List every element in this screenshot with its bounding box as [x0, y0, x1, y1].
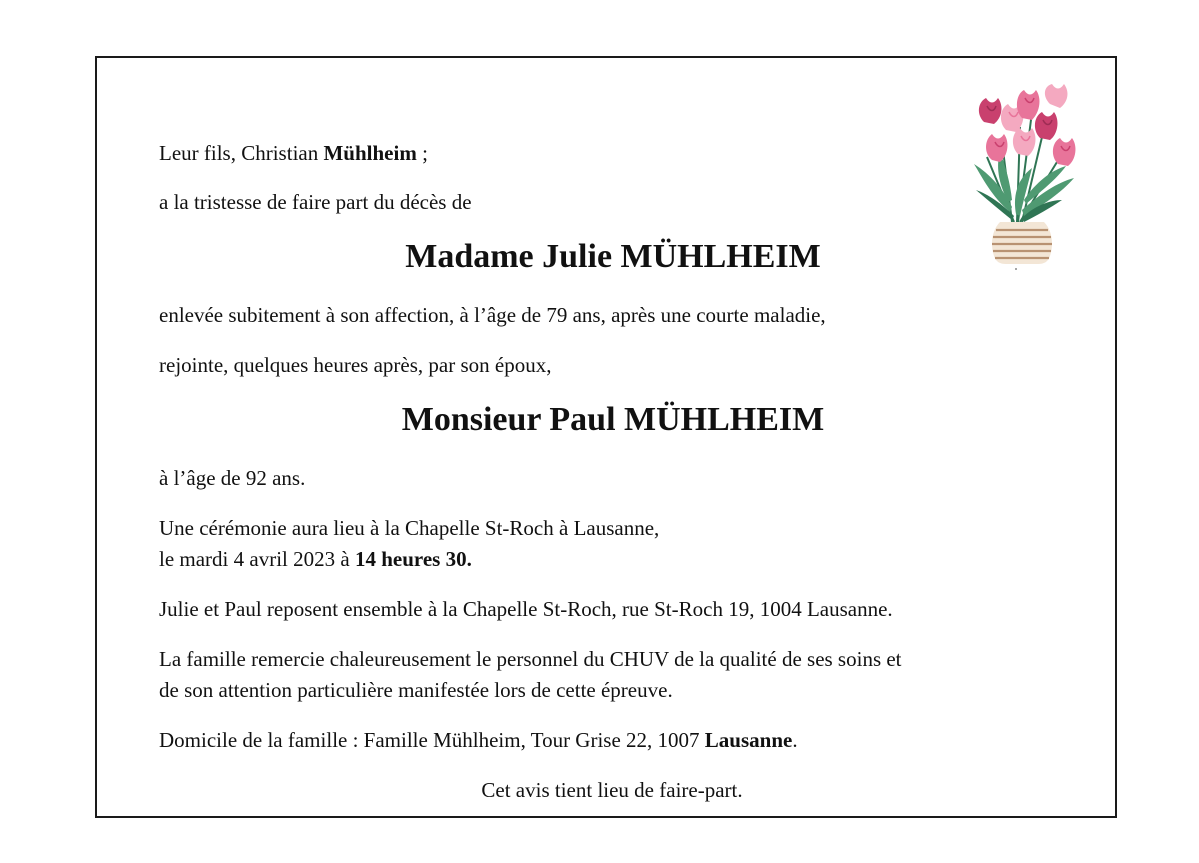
opening-text: Leur fils, Christian — [159, 141, 324, 165]
tulip-bouquet-icon — [962, 82, 1086, 272]
deceased-name-2: Monsieur Paul MÜHLHEIM — [401, 401, 825, 438]
ceremony-time: 14 heures 30. — [354, 547, 472, 571]
thanks-line-1: La famille remercie chaleureusement le personnel du CHUV de la qualité de ses soins et — [159, 647, 902, 671]
circumstance-line: enlevée subitement à son affection, à l’âge de 79 ans, après une courte maladie, — [159, 303, 826, 327]
opening-punctuation: ; — [416, 141, 428, 165]
announcement-line: a la tristesse de faire part du décès de — [159, 190, 472, 214]
domicile-address: Domicile de la famille : Famille Mühlheim, Tour Grise 22, 1007 — [159, 728, 705, 752]
thanks-line-2: de son attention particulière manifestée lors de cette épreuve. — [159, 678, 673, 702]
deceased-name-1: Madame Julie MÜHLHEIM — [405, 238, 821, 275]
notice-opening-line — [159, 138, 428, 169]
ceremony-line-1: Une cérémonie aura lieu à la Chapelle St-Roch à Lausanne, — [159, 516, 660, 540]
ceremony-date: le mardi 4 avril 2023 à — [159, 547, 355, 571]
closing-line: Cet avis tient lieu de faire-part. — [481, 778, 743, 802]
domicile-city: Lausanne — [704, 728, 793, 752]
opening-surname: Mühlheim — [323, 141, 417, 165]
domicile-punctuation: . — [792, 728, 798, 752]
ceremony-line-2 — [159, 544, 472, 575]
rest-place-line: Julie et Paul reposent ensemble à la Chapelle St-Roch, rue St-Roch 19, 1004 Lausanne. — [159, 597, 893, 621]
age-line: à l’âge de 92 ans. — [159, 466, 306, 490]
domicile-line — [159, 725, 798, 756]
spouse-intro-line: rejointe, quelques heures après, par son époux, — [159, 353, 552, 377]
